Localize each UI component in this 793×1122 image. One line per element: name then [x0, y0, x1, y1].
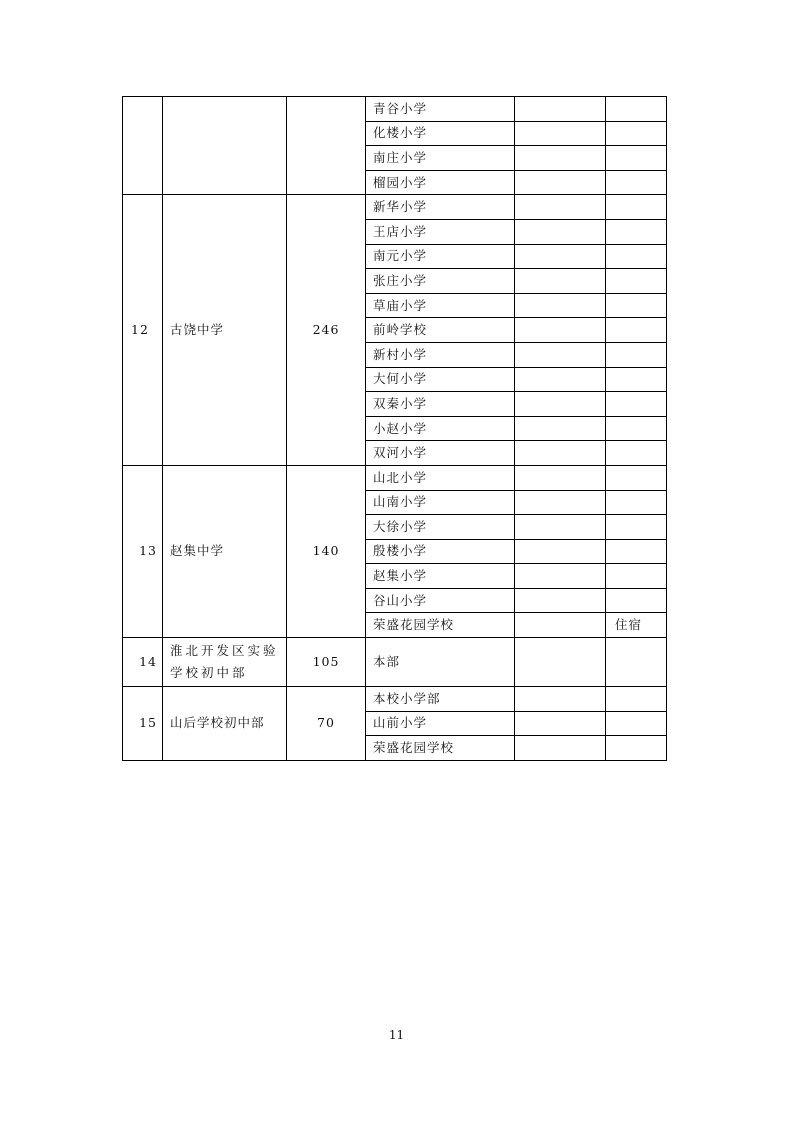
- note-cell: [606, 244, 667, 269]
- blank-cell: [515, 711, 606, 736]
- blank-cell: [515, 736, 606, 761]
- table-row: [123, 638, 667, 687]
- primary-school-cell: 赵集小学: [366, 564, 515, 589]
- blank-cell: [515, 638, 606, 687]
- blank-cell: [515, 613, 606, 638]
- seq-cell: 13: [123, 465, 163, 637]
- middle-school-cell: 古饶中学: [163, 195, 287, 466]
- table-body: [123, 97, 667, 761]
- blank-cell: [515, 219, 606, 244]
- primary-school-cell: 大何小学: [366, 367, 515, 392]
- primary-school-cell: 小赵小学: [366, 416, 515, 441]
- blank-cell: [515, 269, 606, 294]
- note-cell: [606, 146, 667, 171]
- note-cell: [606, 638, 667, 687]
- note-cell: [606, 490, 667, 515]
- note-cell: [606, 711, 667, 736]
- primary-school-cell: 南庄小学: [366, 146, 515, 171]
- note-cell: [606, 441, 667, 466]
- note-cell: [606, 318, 667, 343]
- primary-school-cell: 王店小学: [366, 219, 515, 244]
- blank-cell: [515, 392, 606, 417]
- note-cell: [606, 392, 667, 417]
- primary-school-cell: 山南小学: [366, 490, 515, 515]
- middle-school-cell: 淮北开发区实验学校初中部: [163, 638, 287, 687]
- quota-cell: [287, 97, 366, 195]
- quota-cell: 70: [287, 687, 366, 761]
- blank-cell: [515, 97, 606, 122]
- primary-school-cell: 新村小学: [366, 342, 515, 367]
- blank-cell: [515, 342, 606, 367]
- note-cell: [606, 121, 667, 146]
- blank-cell: [515, 687, 606, 712]
- blank-cell: [515, 195, 606, 220]
- blank-cell: [515, 515, 606, 540]
- primary-school-cell: 榴园小学: [366, 170, 515, 195]
- quota-cell: 105: [287, 638, 366, 687]
- primary-school-cell: 张庄小学: [366, 269, 515, 294]
- table-row: [123, 687, 667, 712]
- primary-school-cell: 山北小学: [366, 465, 515, 490]
- primary-school-cell: 青谷小学: [366, 97, 515, 122]
- blank-cell: [515, 318, 606, 343]
- note-cell: [606, 465, 667, 490]
- primary-school-cell: 南元小学: [366, 244, 515, 269]
- note-cell: [606, 269, 667, 294]
- note-cell: [606, 195, 667, 220]
- note-cell: [606, 219, 667, 244]
- primary-school-cell: 双河小学: [366, 441, 515, 466]
- note-cell: [606, 342, 667, 367]
- primary-school-cell: 荣盛花园学校: [366, 736, 515, 761]
- quota-cell: 140: [287, 465, 366, 637]
- primary-school-cell: 大徐小学: [366, 515, 515, 540]
- seq-cell: 14: [123, 638, 163, 687]
- note-cell: 住宿: [606, 613, 667, 638]
- primary-school-cell: 前岭学校: [366, 318, 515, 343]
- blank-cell: [515, 293, 606, 318]
- primary-school-cell: 荣盛花园学校: [366, 613, 515, 638]
- note-cell: [606, 293, 667, 318]
- seq-cell: 12: [123, 195, 163, 466]
- school-district-table: [122, 96, 667, 761]
- primary-school-cell: 本校小学部: [366, 687, 515, 712]
- note-cell: [606, 588, 667, 613]
- page-number: 11: [388, 1028, 405, 1042]
- middle-school-cell: [163, 97, 287, 195]
- primary-school-cell: 谷山小学: [366, 588, 515, 613]
- note-cell: [606, 416, 667, 441]
- blank-cell: [515, 588, 606, 613]
- blank-cell: [515, 564, 606, 589]
- quota-cell: 246: [287, 195, 366, 466]
- seq-cell: [123, 97, 163, 195]
- primary-school-cell: 双秦小学: [366, 392, 515, 417]
- note-cell: [606, 736, 667, 761]
- primary-school-cell: 山前小学: [366, 711, 515, 736]
- blank-cell: [515, 244, 606, 269]
- blank-cell: [515, 146, 606, 171]
- note-cell: [606, 515, 667, 540]
- blank-cell: [515, 416, 606, 441]
- note-cell: [606, 539, 667, 564]
- middle-school-cell: 赵集中学: [163, 465, 287, 637]
- middle-school-cell: 山后学校初中部: [163, 687, 287, 761]
- note-cell: [606, 367, 667, 392]
- table-row: [123, 195, 667, 220]
- primary-school-cell: 新华小学: [366, 195, 515, 220]
- note-cell: [606, 97, 667, 122]
- blank-cell: [515, 490, 606, 515]
- blank-cell: [515, 465, 606, 490]
- blank-cell: [515, 539, 606, 564]
- blank-cell: [515, 367, 606, 392]
- primary-school-cell: 本部: [366, 638, 515, 687]
- blank-cell: [515, 170, 606, 195]
- primary-school-cell: 殷楼小学: [366, 539, 515, 564]
- seq-cell: 15: [123, 687, 163, 761]
- primary-school-cell: 化楼小学: [366, 121, 515, 146]
- blank-cell: [515, 441, 606, 466]
- table-row: [123, 465, 667, 490]
- note-cell: [606, 564, 667, 589]
- primary-school-cell: 草庙小学: [366, 293, 515, 318]
- note-cell: [606, 170, 667, 195]
- blank-cell: [515, 121, 606, 146]
- table-row: [123, 97, 667, 122]
- note-cell: [606, 687, 667, 712]
